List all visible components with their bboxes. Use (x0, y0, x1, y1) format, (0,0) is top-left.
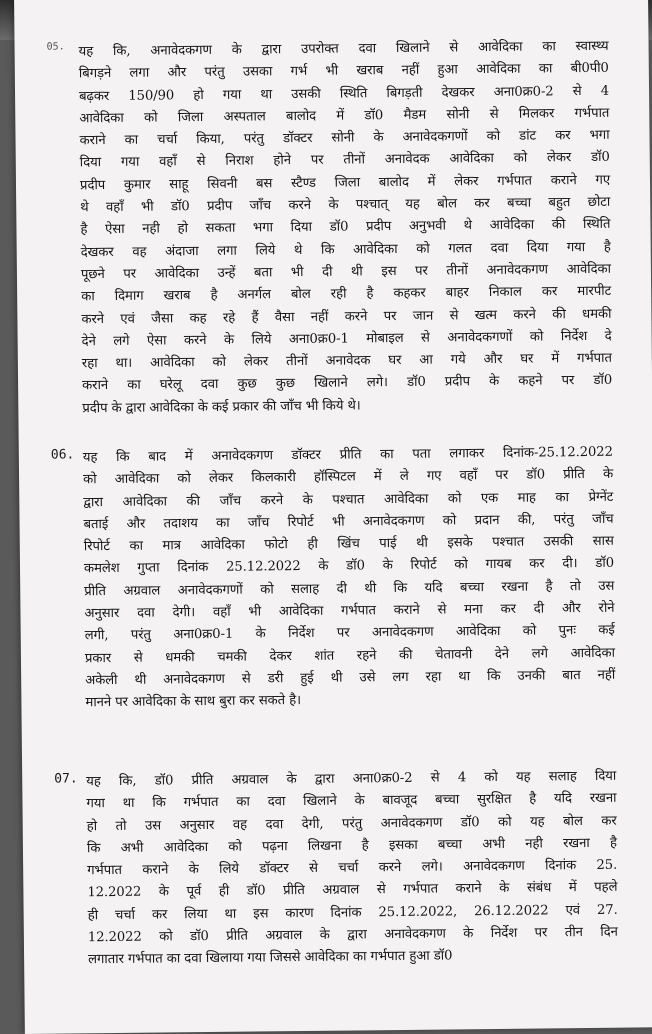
text-line: कमलेश गुप्ता दिनांक 25.12.2022 के डॉ0 के रिपोर्ट को गायब कर दी। डॉ0 (83, 556, 615, 577)
text-line: करने एवं जैसा कह रहे हैं वैसा नहीं करने पर जान से खत्म करने की धमकी (81, 306, 612, 327)
text-line: अनुसार दवा देगी। वहाँ भी आवेदिका गर्भपात कराने से मना कर दी और रोने (84, 600, 615, 622)
text-line: दिया गया वहाँ से निराश होने पर तीनों अनावेदक आवेदिका को लेकर डॉ0 (79, 150, 610, 171)
text-line: यह कि बाद में अनावेदकगण डॉक्टर प्रीति का पता लगाकर दिनांक-25.12.2022 (82, 444, 613, 466)
text-line: प्रदीप के द्वारा आवेदिका के कई प्रकार की जाँच भी किये थे। (82, 398, 361, 417)
text-line: मानने पर आवेदिका के साथ बुरा कर सकते है। (85, 693, 302, 711)
text-line: को आवेदिका को लेकर किलकारी हॉस्पिटल में ले गए वहाँ पर डॉ0 प्रीति के (83, 467, 614, 488)
text-line: गर्भपात कराने के लिये डॉक्टर से चर्चा करने लगे। अनावेदकगण दिनांक 25. (87, 857, 618, 879)
text-line: अकेली थी अनावेदकगण से डरी हुई थी उसे लग रहा था कि उनकी बात नहीं (85, 667, 616, 689)
document-page (14, 0, 652, 1034)
text-line: रिपोर्ट का मात्र आवेदिका फोटो ही खिंच पाई थी इसके पश्चात उसकी सास (83, 533, 614, 555)
text-line: द्वारा आवेदिका की जाँच करने के पश्चात आवेदिका को एक माह का प्रेग्नेंट (83, 489, 614, 510)
text-line: देखकर वह अंदाजा लगा लिये थे कि आवेदिका को गलत दवा दिया गया है (80, 239, 611, 260)
text-line: हो तो उस अनुसार वह दवा देगी, परंतु अनावेदकगण डॉ0 को यह बोल कर (86, 813, 617, 834)
text-line: का दिमाग खराब है अनर्गल बोल रही है कहकर बाहर निकाल कर मारपीट (81, 284, 612, 305)
text-line: लगातार गर्भपात का दवा खिलाया गया जिससे आवेदिका का गर्भपात हुआ डॉ0 (88, 948, 453, 968)
text-line: बताई और तदाशय का जाँच रिपोर्ट भी अनावेदकगण को प्रदान की, परंतु जाँच (83, 511, 614, 533)
paragraph-07 (54, 766, 618, 972)
text-line: बिगड़ने लगा और परंतु उसका गर्भ भी खराब नहीं हुआ आवेदिका का बी0पी0 (78, 61, 609, 82)
text-line: प्रकार से धमकी चमकी देकर शांत रहने की चेतावनी देने लगे आवेदिका (84, 645, 616, 666)
text-line: देने लगे ऐसा करने के लिये अना0क्र0-1 मोबाइल से अनावेदकगणों को निर्देश दे (81, 328, 612, 350)
paragraph-06 (50, 442, 616, 715)
paragraph-number: 06. (50, 447, 75, 463)
text-line: कराने का घरेलू दवा कुछ कुछ खिलाने लगे। डॉ0 प्रदीप के कहने पर डॉ0 (82, 373, 613, 394)
paragraph-05 (46, 36, 613, 421)
text-line: कि अभी आवेदिका को पढ़ना लिखना है इसका बच्चा अभी नही रखना है (86, 835, 618, 857)
text-line: थे वहाँ भी डॉ0 प्रदीप जाँच करने के पश्चात् यह बोल कर बच्चा बहुत छोटा (80, 194, 611, 216)
text-line: प्रदीप कुमार साहू सिवनी बस स्टैण्ड जिला बालोद में लेकर गर्भपात कराने गए (79, 172, 611, 194)
text-line: ही चर्चा कर लिया था इस कारण दिनांक 25.12.2022, 26.12.2022 एवं 27. (87, 902, 618, 924)
paragraph-number: 05. (46, 41, 65, 53)
text-line: प्रीति अग्रवाल अनावेदकगणों को सलाह दी थी कि यदि बच्चा रखना है तो उस (84, 578, 615, 600)
text-line: पूछने पर आवेदिका उन्हें बता भी दी थी इस पर तीनों अनावेदकगण आवेदिका (80, 261, 611, 283)
text-line: रहा था। आवेदिका को लेकर तीनों अनावेदक घर आ गये और घर में गर्भपात (81, 350, 612, 372)
text-line: गया था कि गर्भपात का दवा खिलाने के बावजूद बच्चा सुरक्षित है यदि रखना (86, 791, 617, 812)
text-line: यह कि, डॉ0 प्रीति अग्रवाल के द्वारा अना0क्र0-2 से 4 को यह सलाह दिया (86, 768, 617, 790)
text-line: लगी, परंतु अना0क्र0-1 के निर्देश पर अनावेदकगण आवेदिका को पुनः कई (84, 623, 615, 644)
text-line: 12.2022 के पूर्व ही डॉ0 प्रीति अग्रवाल से गर्भपात कराने के संबंध में पहले (87, 880, 618, 901)
paragraph-number: 07. (54, 771, 78, 787)
text-line: 12.2022 को डॉ0 प्रीति अग्रवाल के द्वारा अनावेदकगण के निर्देश पर तीन दिन (87, 924, 618, 946)
text-line: कराने का चर्चा किया, परंतु डॉक्टर सोनी के अनावेदकगणों को डांट कर भगा (79, 127, 610, 149)
text-line: बढ़कर 150/90 हो गया था उसकी स्थिति बिगड़ती देखकर अना0क्र0-2 से 4 (78, 83, 610, 104)
text-line: यह कि, अनावेदकगण के द्वारा उपरोक्त दवा खिलाने से आवेदिका का स्वास्थ्य (78, 38, 609, 60)
text-line: आवेदिका को जिला अस्पताल बालोद में डॉ0 मैडम सोनी से मिलकर गर्भपात (79, 105, 610, 127)
text-line: है ऐसा नही हो सकता भगा दिया डॉ0 प्रदीप अनुभवी थे आवेदिका की स्थिति (80, 217, 611, 238)
